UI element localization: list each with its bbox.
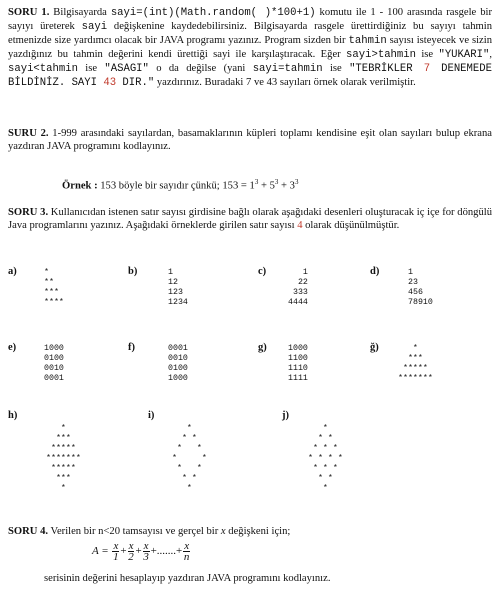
pattern-line: * * * bbox=[308, 464, 338, 473]
pattern-line: 333 bbox=[288, 288, 308, 297]
pattern-line: 0010 bbox=[44, 364, 64, 373]
soru3-title: SORU 3. bbox=[8, 207, 49, 218]
pattern-label: d) bbox=[370, 266, 380, 277]
pattern-block bbox=[172, 424, 207, 494]
pattern-label: b) bbox=[128, 266, 138, 277]
pattern-line: 0001 bbox=[168, 344, 188, 353]
pattern-block bbox=[44, 344, 64, 384]
pattern-line: 1000 bbox=[288, 344, 308, 353]
pattern-line: * * bbox=[172, 464, 202, 473]
pattern-line: 1234 bbox=[168, 298, 188, 307]
soru1-title: SORU 1. bbox=[8, 7, 50, 18]
pattern-line: * * bbox=[172, 474, 197, 483]
pattern-line: 0100 bbox=[44, 354, 64, 363]
pattern-line: 22 bbox=[288, 278, 308, 287]
pattern-block bbox=[288, 344, 308, 384]
pattern-line: 1 bbox=[288, 268, 308, 277]
pattern-line: ******* bbox=[46, 454, 81, 463]
pattern-label: c) bbox=[258, 266, 267, 277]
pattern-line: 0001 bbox=[44, 374, 64, 383]
pattern-label: h) bbox=[8, 410, 18, 421]
series-formula: A = $\frac{x}{1}$ + $\frac{x}{2}$ + $\frac{x}{3}$ +.......+ $\frac{x}{n}$ bbox=[92, 540, 190, 563]
pattern-line: **** bbox=[44, 298, 64, 307]
pattern-line: 23 bbox=[408, 278, 418, 287]
pattern-block bbox=[408, 268, 433, 308]
pattern-line: * bbox=[44, 268, 49, 277]
pattern-line: 1 bbox=[408, 268, 413, 277]
pattern-line: 1000 bbox=[44, 344, 64, 353]
pattern-line: *** bbox=[46, 434, 71, 443]
pattern-line: ** bbox=[44, 278, 54, 287]
pattern-line: 78910 bbox=[408, 298, 433, 307]
soru4-title: SORU 4. bbox=[8, 526, 49, 537]
pattern-line: * bbox=[308, 424, 328, 433]
pattern-line: 1100 bbox=[288, 354, 308, 363]
pattern-line: ***** bbox=[46, 464, 76, 473]
soru3-paragraph: SORU 3. Kullanıcıdan istenen satır sayısı girdisine bağlı olarak aşağıdaki desenleri oluşturacak iç içe for döngülü Java programlarını yazınız. Aşağıdaki örneklerde girilen satır sayısı 4 olarak düşünülmüştür. bbox=[8, 207, 492, 231]
pattern-block bbox=[46, 424, 81, 494]
pattern-line: 1 bbox=[168, 268, 173, 277]
soru2-example: Örnek : 153 böyle bir sayıdır çünkü; $153 = 1^3 + 5^3 + 3^3$ bbox=[62, 178, 299, 192]
pattern-line: * bbox=[46, 484, 66, 493]
pattern-line: *** bbox=[44, 288, 59, 297]
pattern-label: a) bbox=[8, 266, 17, 277]
pattern-block bbox=[288, 268, 308, 308]
pattern-line: * bbox=[398, 344, 418, 353]
pattern-label: ğ) bbox=[370, 342, 379, 353]
pattern-line: *** bbox=[46, 474, 71, 483]
soru4-paragraph: SORU 4. Verilen bir n<20 tamsayısı ve gerçel bir x değişkeni için; bbox=[8, 526, 291, 537]
pattern-label: i) bbox=[148, 410, 155, 421]
pattern-line: ***** bbox=[398, 364, 428, 373]
pattern-line: * bbox=[172, 424, 192, 433]
pattern-label: g) bbox=[258, 342, 267, 353]
pattern-line: * * bbox=[172, 444, 202, 453]
pattern-block bbox=[44, 268, 64, 308]
pattern-line: 4444 bbox=[288, 298, 308, 307]
pattern-line: 12 bbox=[168, 278, 178, 287]
pattern-line: * bbox=[172, 484, 192, 493]
pattern-label: e) bbox=[8, 342, 17, 353]
soru2-title: SURU 2. bbox=[8, 128, 49, 139]
pattern-line: 1110 bbox=[288, 364, 308, 373]
pattern-block bbox=[398, 344, 433, 384]
pattern-block bbox=[168, 344, 188, 384]
pattern-line: 1000 bbox=[168, 374, 188, 383]
pattern-line: * bbox=[46, 424, 66, 433]
pattern-line: * bbox=[308, 484, 328, 493]
pattern-line: 0100 bbox=[168, 364, 188, 373]
pattern-line: * * * bbox=[308, 444, 338, 453]
soru2-paragraph: SURU 2. 1-999 arasındaki sayılardan, basamaklarının küpleri toplamı kendisine eşit olan sayıları bulup ekrana yazdıran JAVA programını kodlayınız. bbox=[8, 128, 492, 152]
pattern-line: * * bbox=[308, 474, 333, 483]
pattern-line: 123 bbox=[168, 288, 183, 297]
pattern-label: j) bbox=[282, 410, 289, 421]
pattern-label: f) bbox=[128, 342, 135, 353]
pattern-line: 456 bbox=[408, 288, 423, 297]
pattern-line: ******* bbox=[398, 374, 433, 383]
pattern-line: *** bbox=[398, 354, 423, 363]
pattern-line: * * bbox=[172, 434, 197, 443]
pattern-line: * * bbox=[308, 434, 333, 443]
pattern-line: 0010 bbox=[168, 354, 188, 363]
pattern-line: 1111 bbox=[288, 374, 308, 383]
pattern-block bbox=[168, 268, 188, 308]
pattern-line: ***** bbox=[46, 444, 76, 453]
pattern-block bbox=[308, 424, 343, 494]
pattern-line: * * * * bbox=[308, 454, 343, 463]
soru4-closing: serisinin değerini hesaplayıp yazdıran JAVA programını kodlayınız. bbox=[44, 573, 331, 584]
pattern-line: * * bbox=[172, 454, 207, 463]
soru1-paragraph: SORU 1. Bilgisayarda sayi=(int)(Math.random( )*100+1) komutu ile 1 - 100 arasında rasgele bir sayıyı üreterek sayi değişkenine kaydedebilirsiniz. Bilgisayarda rasgele ürettirdiğiniz bu sayıyı tahmin etmenizde size yardımcı olacak bir JAVA programı yazınız. Program sizden bir tahmin sayısı isteyecek ve sizin yazdığınız bu tahmin değerini kendi ürettiği sayi ile karşılaştıracak. Eğer sayi>tahmin ise "YUKARI", sayi<tahmin ise "ASAGI" o da değilse (yani sayi=tahmin ise "TEBRİKLER 7 DENEMEDE BİLDİNİZ. SAYI 43 DIR." yazdırınız. Buradaki 7 ve 43 sayıları örnek olarak verilmiştir. bbox=[8, 7, 492, 89]
